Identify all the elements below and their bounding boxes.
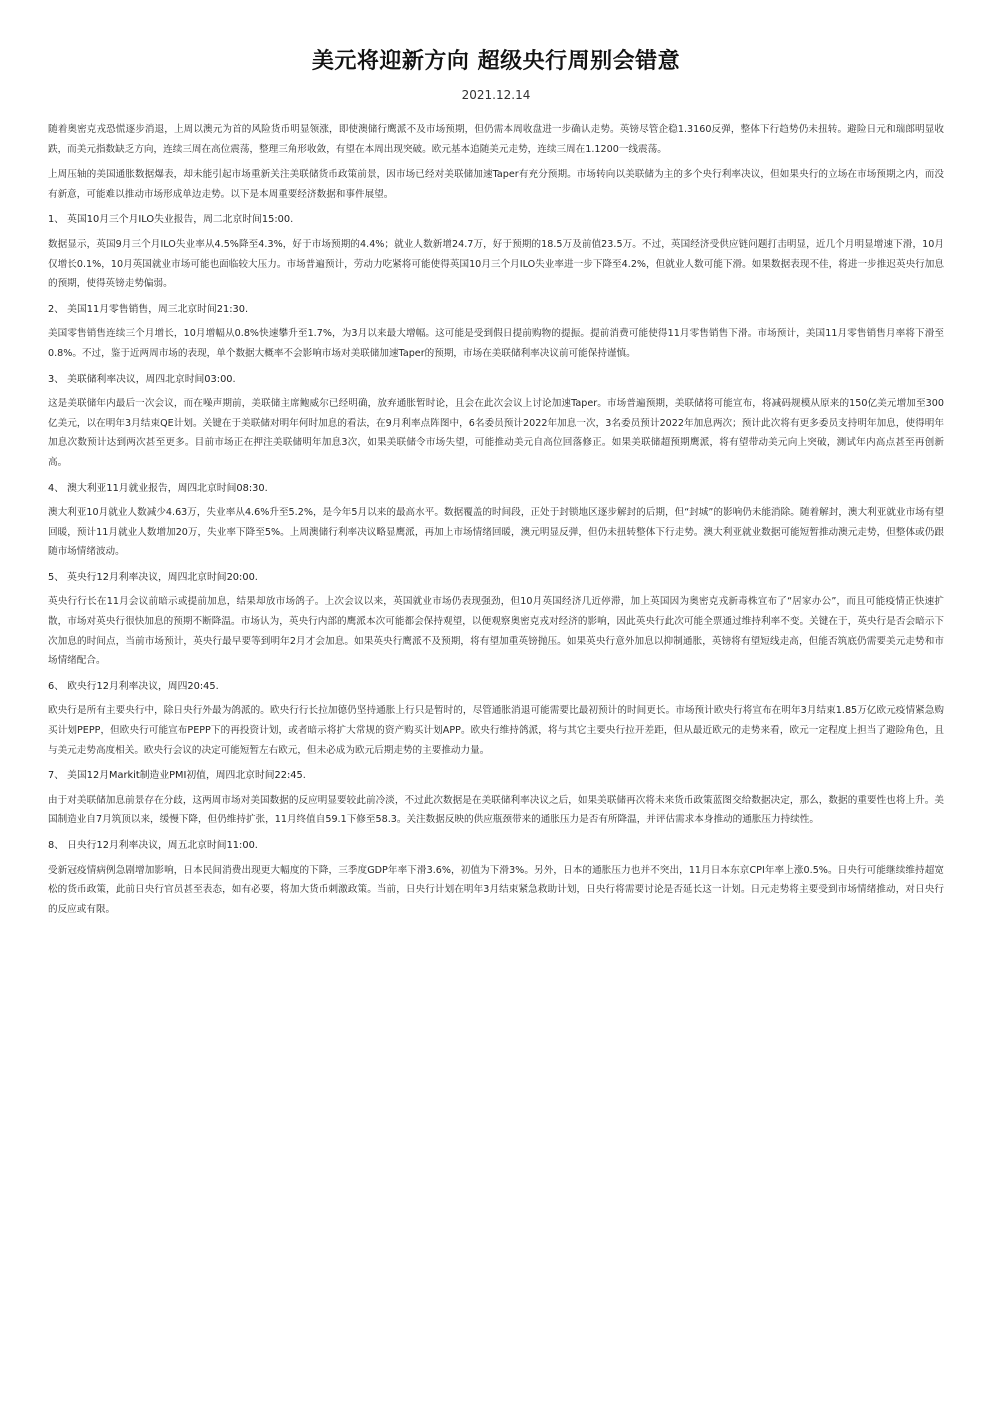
section-heading-au-employment: 4、 澳大利亚11月就业报告，周四北京时间08:30.: [48, 482, 268, 494]
section-body-boe-decision: 英央行行长在11月会议前暗示或提前加息，结果却放市场鸽子。上次会议以来，英国就业市场仍表现强劲，但10月英国经济几近停滞，加上英国因为奥密克戎新毒株宣布了“居家办公”，而且可能疫情正快速扩散，市场对英央行很快加息的预期不断降温。市场认为，英央行内部的鹰派本次可能都会保持观望，以便观察奥密克戎对经济的影响，因此英央行此次可能全票通过维持利率不变。关键在于，英央行是否会暗示下次加息的时间点，当前市场预计，英央行最早要等到明年2月才会加息。如果英央行鹰派不及预期，将有望加重英镑抛压。如果英央行意外加息以抑制通胀，英镑将有望短线走高，但能否筑底仍需要美元走势和市场情绪配合。: [48, 596, 944, 667]
section-body-us-retail: 美国零售销售连续三个月增长，10月增幅从0.8%快速攀升至1.7%，为3月以来最大增幅。这可能是受到假日提前购物的提振。提前消费可能使得11月零售销售下滑。市场预计，美国11月零售销售月率将下滑至0.8%。不过，鉴于近两周市场的表现，单个数据大概率不会影响市场对美联储加速Taper的预期，市场在美联储利率决议前可能保持谨慎。: [48, 328, 944, 359]
section-heading-boj-decision: 8、 日央行12月利率决议，周五北京时间11:00.: [48, 840, 258, 851]
section-body-fed-decision: 这是美联储年内最后一次会议，而在噪声期前，美联储主席鲍威尔已经明确，放弃通胀暂时论，且会在此次会议上讨论加速Taper。市场普遍预期，美联储将可能宣布，将减码规模从原来的150亿美元增加至300亿美元，以在明年3月结束QE计划。关键在于美联储对明年何时加息的看法，在9月利率点阵图中，6名委员预计2022年加息一次，3名委员预计2022年加息两次；预计此次将有更多委员支持明年加息，使得明年加息次数预计达到两次甚至更多。目前市场正在押注美联储明年加息3次，如果美联储令市场失望，可能推动美元自高位回落修正。如果美联储超预期鹰派，将有望带动美元向上突破，测试年内高点甚至再创新高。: [48, 398, 944, 468]
section-heading-us-retail: 2、 美国11月零售销售，周三北京时间21:30.: [48, 303, 249, 315]
section-heading-uk-ilo: 1、 英国10月三个月ILO失业报告，周二北京时间15:00.: [48, 214, 294, 226]
article-body: [48, 120, 944, 925]
section-body-boj-decision: 受新冠疫情病例急剧增加影响，日本民间消费出现更大幅度的下降，三季度GDP年率下滑3.6%，初值为下滑3%。另外，日本的通胀压力也并不突出，11月日本东京CPI年率上涨0.5%。日央行可能继续维持超宽松的货币政策，此前日央行官员甚至表态，如有必要，将加大货币刺激政策。当前，日央行计划在明年3月结束紧急救助计划，日央行将需要讨论是否延长这一计划。日元走势将主要受到市场情绪推动，对日央行的反应或有限。: [48, 864, 944, 915]
document-title: 美元将迎新方向 超级央行周别会错意: [311, 49, 681, 74]
intro-paragraph-1: 随着奥密克戎恐慌逐步消退，上周以澳元为首的风险货币明显领涨，即使澳储行鹰派不及市场预期，但仍需本周收盘进一步确认走势。英镑尽管企稳1.3160反弹，整体下行趋势仍未扭转。避险日元和瑞郎明显收跌，而美元指数缺乏方向，连续三周在高位震荡，整理三角形收敛，有望在本周出现突破。欧元基本追随美元走势，连续三周在1.1200一线震荡。: [48, 124, 944, 155]
section-body-au-employment: 澳大利亚10月就业人数减少4.63万，失业率从4.6%升至5.2%，是今年5月以来的最高水平。数据覆盖的时间段，正处于封锁地区逐步解封的后期，但“封城”的影响仍未能消除。随着解封，澳大利亚就业市场有望回暖，预计11月就业人数增加20万，失业率下降至5%。上周澳储行利率决议略显鹰派，再加上市场情绪回暖，澳元明显反弹，但仍未扭转整体下行走势。澳大利亚就业数据可能短暂推动澳元走势，但整体或仍跟随市场情绪波动。: [48, 507, 944, 558]
section-heading-ecb-decision: 6、 欧央行12月利率决议，周四20:45.: [48, 680, 219, 692]
section-body-uk-ilo: 数据显示，英国9月三个月ILO失业率从4.5%降至4.3%，好于市场预期的4.4%；就业人数新增24.7万，好于预期的18.5万及前值23.5万。不过，英国经济受供应链问题打击明显，近几个月明显增速下滑，10月仅增长0.1%，10月英国就业市场可能也面临较大压力。市场普遍预计，劳动力吃紧将可能使得英国10月三个月ILO失业率进一步下降至4.2%，但就业人数可能下滑。如果数据表现不佳，将进一步推迟英央行加息的预期，使得英镑走势偏弱。: [48, 238, 944, 290]
section-body-ecb-decision: 欧央行是所有主要央行中，除日央行外最为鸽派的。欧央行行长拉加德仍坚持通胀上行只是暂时的，尽管通胀消退可能需要比最初预计的时间更长。市场预计欧央行将宣布在明年3月结束1.85万亿欧元疫情紧急购买计划PEPP，但欧央行可能宣布PEPP下的再投资计划，或者暗示将扩大常规的资产购买计划APP。欧央行维持鸽派，将与其它主要央行拉开差距，但从最近欧元的走势来看，欧元一定程度上担当了避险角色，且与美元走势高度相关。欧央行会议的决定可能短暂左右欧元，但未必成为欧元后期走势的主要推动力量。: [48, 705, 944, 756]
section-heading-us-pmi: 7、 美国12月Markit制造业PMI初值，周四北京时间22:45.: [48, 770, 306, 782]
intro-paragraph-2: 上周压轴的美国通胀数据爆表，却未能引起市场重新关注美联储货币政策前景，因市场已经对美联储加速Taper有充分预期。市场转向以美联储为主的多个央行利率决议，但如果央行的立场在市场预期之内，而没有新意，可能难以推动市场形成单边走势。以下是本周重要经济数据和事件展望。: [48, 169, 944, 200]
section-heading-fed-decision: 3、 美联储利率决议，周四北京时间03:00.: [48, 373, 236, 385]
section-heading-boe-decision: 5、 英央行12月利率决议，周四北京时间20:00.: [48, 571, 258, 583]
document-date: 2021.12.14: [461, 88, 531, 102]
section-body-us-pmi: 由于对美联储加息前景存在分歧，这两周市场对美国数据的反应明显要较此前冷淡，不过此次数据是在美联储利率决议之后，如果美联储再次将未来货币政策蓝图交给数据决定，那么，数据的重要性也将上升。美国制造业自7月筑顶以来，缓慢下降，但仍维持扩张，11月终值自59.1下修至58.3。关注数据反映的供应瓶颈带来的通胀压力是否有所降温，并评估需求本身推动的通胀压力持续性。: [48, 794, 944, 826]
